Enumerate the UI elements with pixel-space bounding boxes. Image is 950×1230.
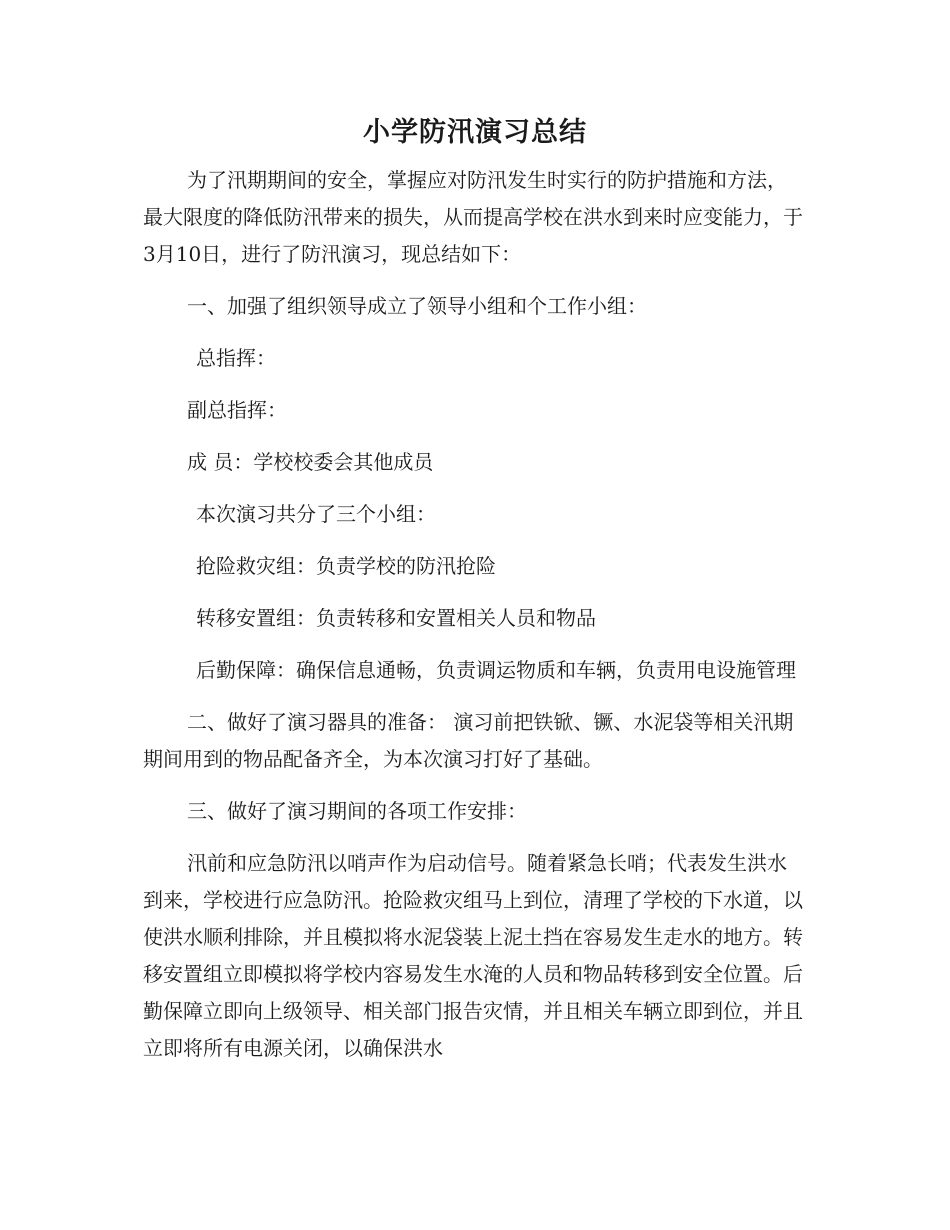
paragraph-commander: 总指挥： (196, 346, 276, 370)
document-body (143, 162, 805, 1067)
paragraph-section-one-heading: 一、加强了组织领导成立了领导小组和个工作小组： (187, 294, 647, 318)
paragraph-deputy-commander: 副总指挥： (187, 398, 287, 422)
paragraph-drill-procedure: 汛前和应急防汛以哨声作为启动信号。随着紧急长哨；代表发生洪水到来，学校进行应急防汛。抢险救灾组马上到位，清理了学校的下水道，以使洪水顺利排除，并且模拟将水泥袋装上泥土挡在容易发生走水的地方。转移安置组立即模拟将学校内容易发生水淹的人员和物品转移到安全位置。后勤保障立即向上级领导、相关部门报告灾情，并且相关车辆立即到位，并且立即将所有电源关闭，以确保洪水 (143, 851, 803, 1060)
document-title: 小学防汛演习总结 (363, 117, 587, 148)
paragraph-relocation-group: 转移安置组：负责转移和安置相关人员和物品 (196, 606, 596, 630)
paragraph-section-three-heading: 三、做好了演习期间的各项工作安排： (187, 799, 527, 823)
paragraph-members: 成 员：学校校委会其他成员 (187, 450, 434, 474)
paragraph-rescue-group: 抢险救灾组：负责学校的防汛抢险 (196, 554, 496, 578)
paragraph-section-two: 二、做好了演习器具的准备： 演习前把铁锨、镢、水泥袋等相关汛期期间用到的物品配备齐全，为本次演习打好了基础。 (143, 710, 794, 771)
paragraph-intro: 为了汛期期间的安全，掌握应对防汛发生时实行的防护措施和方法，最大限度的降低防汛带来的损失，从而提高学校在洪水到来时应变能力，于3月10日，进行了防汛演习，现总结如下： (143, 168, 803, 266)
paragraph-logistics-group: 后勤保障：确保信息通畅，负责调运物质和车辆，负责用电设施管理 (196, 658, 796, 682)
paragraph-groups-intro: 本次演习共分了三个小组： (196, 502, 436, 526)
